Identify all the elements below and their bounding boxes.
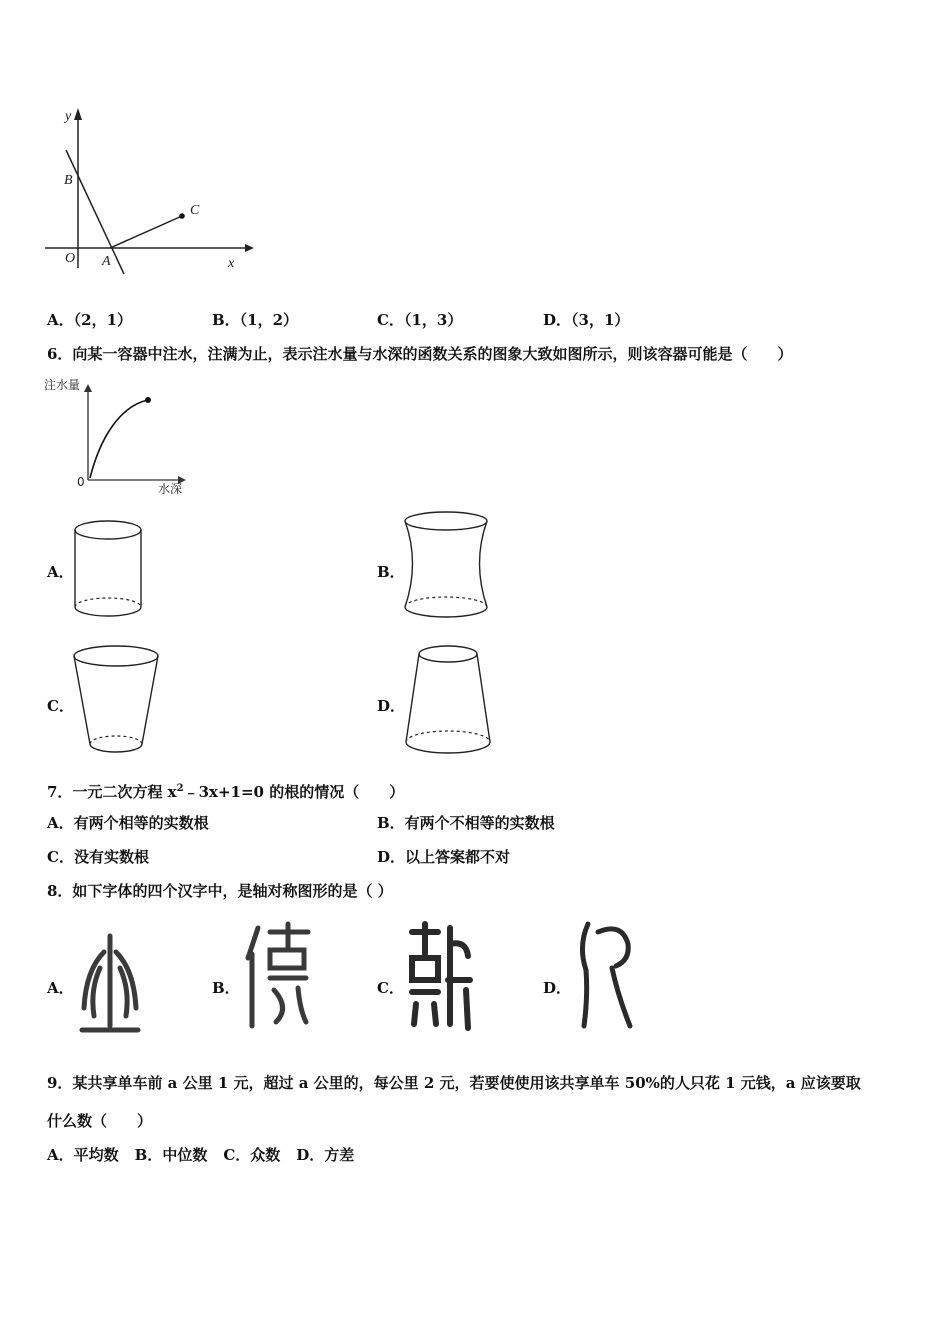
q7-stem-pre: 7．一元二次方程 x — [47, 783, 177, 801]
y-axis-arrow-icon — [74, 108, 82, 120]
q8-option-c-label[interactable]: C． — [377, 979, 404, 997]
seal-character-c-icon[interactable] — [404, 920, 476, 1036]
q9-option-a[interactable]: A．平均数 — [47, 1146, 119, 1164]
q8-option-a-label[interactable]: A． — [47, 979, 74, 997]
q6-option-d-label[interactable]: D． — [377, 697, 406, 715]
q5-option-d[interactable]: D．（3，1） — [543, 311, 630, 329]
cylinder-container-icon[interactable] — [70, 515, 150, 627]
q7-option-b[interactable]: B．有两个不相等的实数根 — [377, 814, 555, 832]
q7-stem-post: ﹣3x+1=0 的根的情况（ ） — [183, 783, 405, 801]
label-y: y — [65, 109, 72, 124]
label-b: B — [64, 173, 73, 188]
q5-coordinate-graph — [40, 100, 260, 280]
q8-option-b-label[interactable]: B． — [212, 979, 240, 997]
graph-end-point — [145, 397, 151, 403]
graph-y-arrow-icon — [84, 384, 92, 392]
q7-option-c[interactable]: C．没有实数根 — [47, 848, 149, 866]
q9-stem-line1: 9．某共享单车前 a 公里 1 元，超过 a 公里的，每公里 2 元，若要使使用该共享单车 50%的人只花 1 元钱，a 应该要取 — [47, 1074, 861, 1092]
graph-xlabel: 水深 — [158, 482, 183, 496]
wide-top-cup-icon[interactable] — [70, 640, 164, 762]
q5-option-b[interactable]: B．（1，2） — [212, 311, 299, 329]
label-x: x — [228, 256, 235, 271]
q9-option-d[interactable]: D．方差 — [296, 1146, 355, 1164]
q6-option-b-label[interactable]: B． — [377, 563, 405, 581]
q9-option-c[interactable]: C．众数 — [223, 1146, 281, 1164]
q5-option-a[interactable]: A．（2，1） — [47, 311, 133, 329]
q6-option-c-label[interactable]: C． — [47, 697, 74, 715]
q7-option-d[interactable]: D．以上答案都不对 — [377, 848, 511, 866]
x-axis-arrow-icon — [245, 244, 254, 252]
q6-stem: 6．向某一容器中注水，注满为止，表示注水量与水深的函数关系的图象大致如图所示，则该容器可能是（ ） — [47, 345, 793, 363]
graph-origin: 0 — [77, 475, 85, 489]
q6-function-graph — [42, 376, 202, 501]
q8-stem: 8．如下字体的四个汉字中，是轴对称图形的是（ ） — [47, 882, 393, 900]
q5-option-c[interactable]: C．（1，3） — [377, 311, 463, 329]
label-a: A — [102, 254, 111, 269]
label-c: C — [190, 203, 200, 218]
q9-options — [47, 1145, 354, 1165]
point-c — [179, 213, 185, 219]
label-o: O — [65, 251, 76, 266]
q9-stem-line2: 什么数（ ） — [47, 1112, 153, 1130]
graph-curve — [90, 400, 148, 478]
q7-stem — [47, 779, 404, 802]
waisted-container-icon[interactable] — [398, 507, 494, 625]
q7-option-a[interactable]: A．有两个相等的实数根 — [47, 814, 209, 832]
q7-stem-sup: 2 — [176, 783, 184, 794]
q9-option-b[interactable]: B．中位数 — [134, 1146, 208, 1164]
graph-ylabel: 注水量 — [44, 378, 81, 392]
q8-option-d-label[interactable]: D． — [543, 979, 572, 997]
seal-character-d-icon[interactable] — [572, 916, 638, 1034]
seal-character-a-icon[interactable] — [76, 930, 144, 1042]
q6-option-a-label[interactable]: A． — [47, 563, 74, 581]
seal-character-b-icon[interactable] — [240, 918, 314, 1038]
narrow-top-cup-icon[interactable] — [398, 640, 498, 762]
segment-ac — [110, 216, 182, 248]
